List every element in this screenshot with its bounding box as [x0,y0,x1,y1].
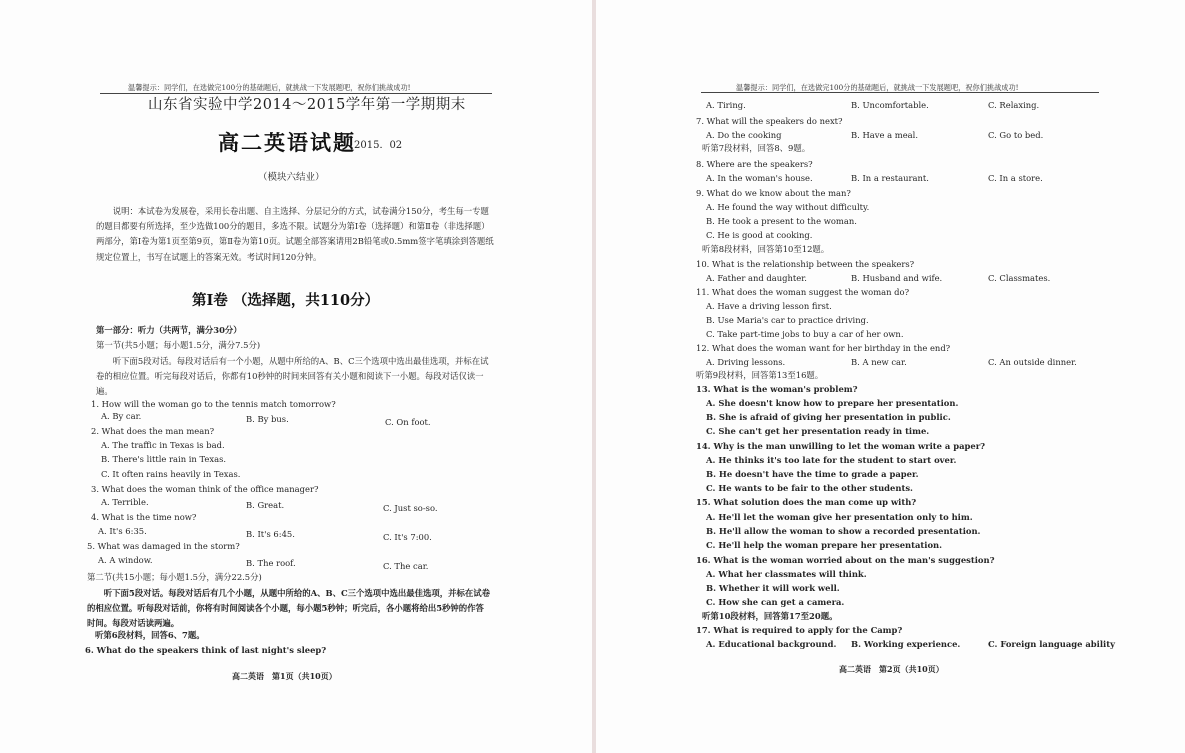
header-rule [100,93,492,94]
exam-instructions: 说明：本试卷为发展卷，采用长卷出题、自主选择、分层记分的方式，试卷满分150分，考生每一专题的题目都要有所选择，至少选做100分的题目，多选不限。试题分为第Ⅰ卷（选择题）和第Ⅱ卷（非选择题）两部分，第Ⅰ卷为第1页至第9页，第Ⅱ卷为第10页。试题全部答案请用2B铅笔或0.5mm签字笔填涂到答题纸规定位置上，书写在试题上的答案无效。考试时间120分钟。 [96,206,494,262]
option-a: A. He found the way without difficulty. [706,202,870,212]
question-line: 9. What do we know about the man? [696,188,851,198]
option-b: B. A new car. [851,357,907,367]
exam-page-2 [596,0,1185,753]
option-a: A. Driving lessons. [706,357,786,367]
question-line: 15. What solution does the man come up with? [696,497,917,507]
option-a: A. He'll let the woman give her presentation only to him. [706,512,973,522]
question-1-option-a: A. By car. [101,411,142,421]
part1-heading: 第Ⅰ卷 （选择题，共110分） [192,292,380,309]
question-line: 16. What is the woman worried about on the man's suggestion? [696,555,995,565]
question-1: 1. How will the woman go to the tennis match tomorrow? [91,399,336,409]
page-footer: 高二英语 第1页（共10页） [232,671,337,681]
question-line: 13. What is the woman's problem? [696,384,858,394]
page-footer: 高二英语 第2页（共10页） [839,664,944,674]
question-line: 8. Where are the speakers? [696,159,813,169]
question-3: 3. What does the woman think of the office manager? [91,484,319,494]
question-5-option-c: C. The car. [383,561,429,571]
option-c: C. In a store. [988,173,1043,183]
question-line: 7. What will the speakers do next? [696,116,843,126]
option-a: C. Take part-time jobs to buy a car of her own. [706,329,904,339]
question-6: 6. What do the speakers think of last night's sleep? [85,645,327,655]
question-line: 12. What does the woman want for her birthday in the end? [696,343,951,353]
option-a: C. How she can get a camera. [706,597,845,607]
option-a: B. He doesn't have the time to grade a paper. [706,469,919,479]
question-2-option-a: A. The traffic in Texas is bad. [101,440,225,450]
question-2: 2. What does the man mean? [91,426,215,436]
header-rule [701,92,1099,93]
option-c: C. Foreign language ability [988,639,1115,649]
exam-subtitle: （模块六结业） [258,172,325,183]
option-a: B. He'll allow the woman to show a recorded presentation. [706,526,981,536]
option-b: B. Uncomfortable. [851,100,929,110]
question-2-option-c: C. It often rains heavily in Texas. [101,469,241,479]
question-4-option-b: B. It's 6:45. [246,529,295,539]
option-b: B. In a restaurant. [851,173,929,183]
option-a: C. He is good at cooking. [706,230,813,240]
question-3-option-a: A. Terrible. [101,497,149,507]
question-5: 5. What was damaged in the storm? [87,541,240,551]
section1-heading: 第一部分：听力（共两节，满分30分） [96,325,242,335]
question-1-option-b: B. By bus. [246,414,289,424]
option-a: B. Use Maria's car to practice driving. [706,315,869,325]
exam-date: 2015．02 [354,140,403,151]
option-a: A. She doesn't know how to prepare her presentation. [706,398,959,408]
option-a: B. She is afraid of giving her presentation in public. [706,412,951,422]
question-5-option-b: B. The roof. [246,558,296,568]
page-tip: 温馨提示：同学们，在选做完100分的基础题后，就挑战一下发展题吧，祝你们挑战成功! [128,83,411,92]
option-c: C. Relaxing. [988,100,1040,110]
option-a: A. Have a driving lesson first. [706,301,832,311]
option-a: B. He took a present to the woman. [706,216,857,226]
exam-school-title: 山东省实验中学2014～2015学年第一学期期末 [148,97,466,113]
option-a: C. She can't get her presentation ready in time. [706,426,930,436]
question-3-option-c: C. Just so-so. [383,503,438,513]
option-b: B. Husband and wife. [851,273,943,283]
question-line: 17. What is required to apply for the Camp? [696,625,903,635]
question-5-option-a: A. A window. [98,555,153,565]
option-a: A. What her classmates will think. [706,569,867,579]
option-a: C. He wants to be fair to the other students. [706,483,913,493]
option-a: 听第10段材料，回答第17至20题。 [702,611,838,621]
listening-6-note: 听第6段材料，回答6、7题。 [95,630,205,640]
option-a: A. In the woman's house. [706,173,813,183]
option-a: A. He thinks it's too late for the student to start over. [706,455,957,465]
question-line: 10. What is the relationship between the speakers? [696,259,915,269]
exam-title: 高二英语试题 [218,130,356,155]
question-4-option-c: C. It's 7:00. [383,532,432,542]
option-a: 听第7段材料，回答8、9题。 [702,143,811,153]
option-c: C. Go to bed. [988,130,1044,140]
section1-subheading: 第一节(共5小题；每小题1.5分，满分7.5分) [96,340,261,350]
question-line: 14. Why is the man unwilling to let the woman write a paper? [696,441,986,451]
option-c: C. Classmates. [988,273,1051,283]
question-4-option-a: A. It's 6:35. [98,526,147,536]
option-a: A. Educational background. [706,639,837,649]
section2-subheading: 第二节(共15小题；每小题1.5分，满分22.5分) [87,572,262,582]
question-2-option-b: B. There's little rain in Texas. [101,454,227,464]
question-3-option-b: B. Great. [246,500,285,510]
question-line: 听第9段材料，回答第13至16题。 [696,370,824,380]
page-tip: 温馨提示：同学们，在选做完100分的基础题后，就挑战一下发展题吧，祝你们挑战成功! [736,83,1019,92]
option-b: B. Working experience. [851,639,961,649]
section1-instructions: 听下面5段对话。每段对话后有一个小题，从题中所给的A、B、C三个选项中选出最佳选项，并标在试卷的相应位置。听完每段对话后，你都有10秒钟的时间来回答有关小题和阅读下一小题。每段对话仅读一遍。 [96,356,489,397]
option-a: C. He'll help the woman prepare her presentation. [706,540,943,550]
option-a: A. Father and daughter. [706,273,807,283]
question-1-option-c: C. On foot. [385,417,431,427]
option-a: A. Tiring. [706,100,746,110]
option-b: B. Have a meal. [851,130,919,140]
question-4: 4. What is the time now? [91,512,197,522]
option-a: A. Do the cooking [706,130,782,140]
option-a: 听第8段材料，回答第10至12题。 [702,244,830,254]
option-a: B. Whether it will work well. [706,583,840,593]
section2-instructions: 听下面5段对话。每段对话后有几个小题，从题中所给的A、B、C三个选项中选出最佳选项，并标在试卷的相应位置。听每段对话前，你将有时间阅读各个小题，每小题5秒钟；听完后，各小题将给出5秒钟的作答时间。每段对话读两遍。 [87,588,490,629]
question-line: 11. What does the woman suggest the woman do? [696,287,910,297]
option-c: C. An outside dinner. [988,357,1077,367]
exam-page-1 [0,0,592,753]
